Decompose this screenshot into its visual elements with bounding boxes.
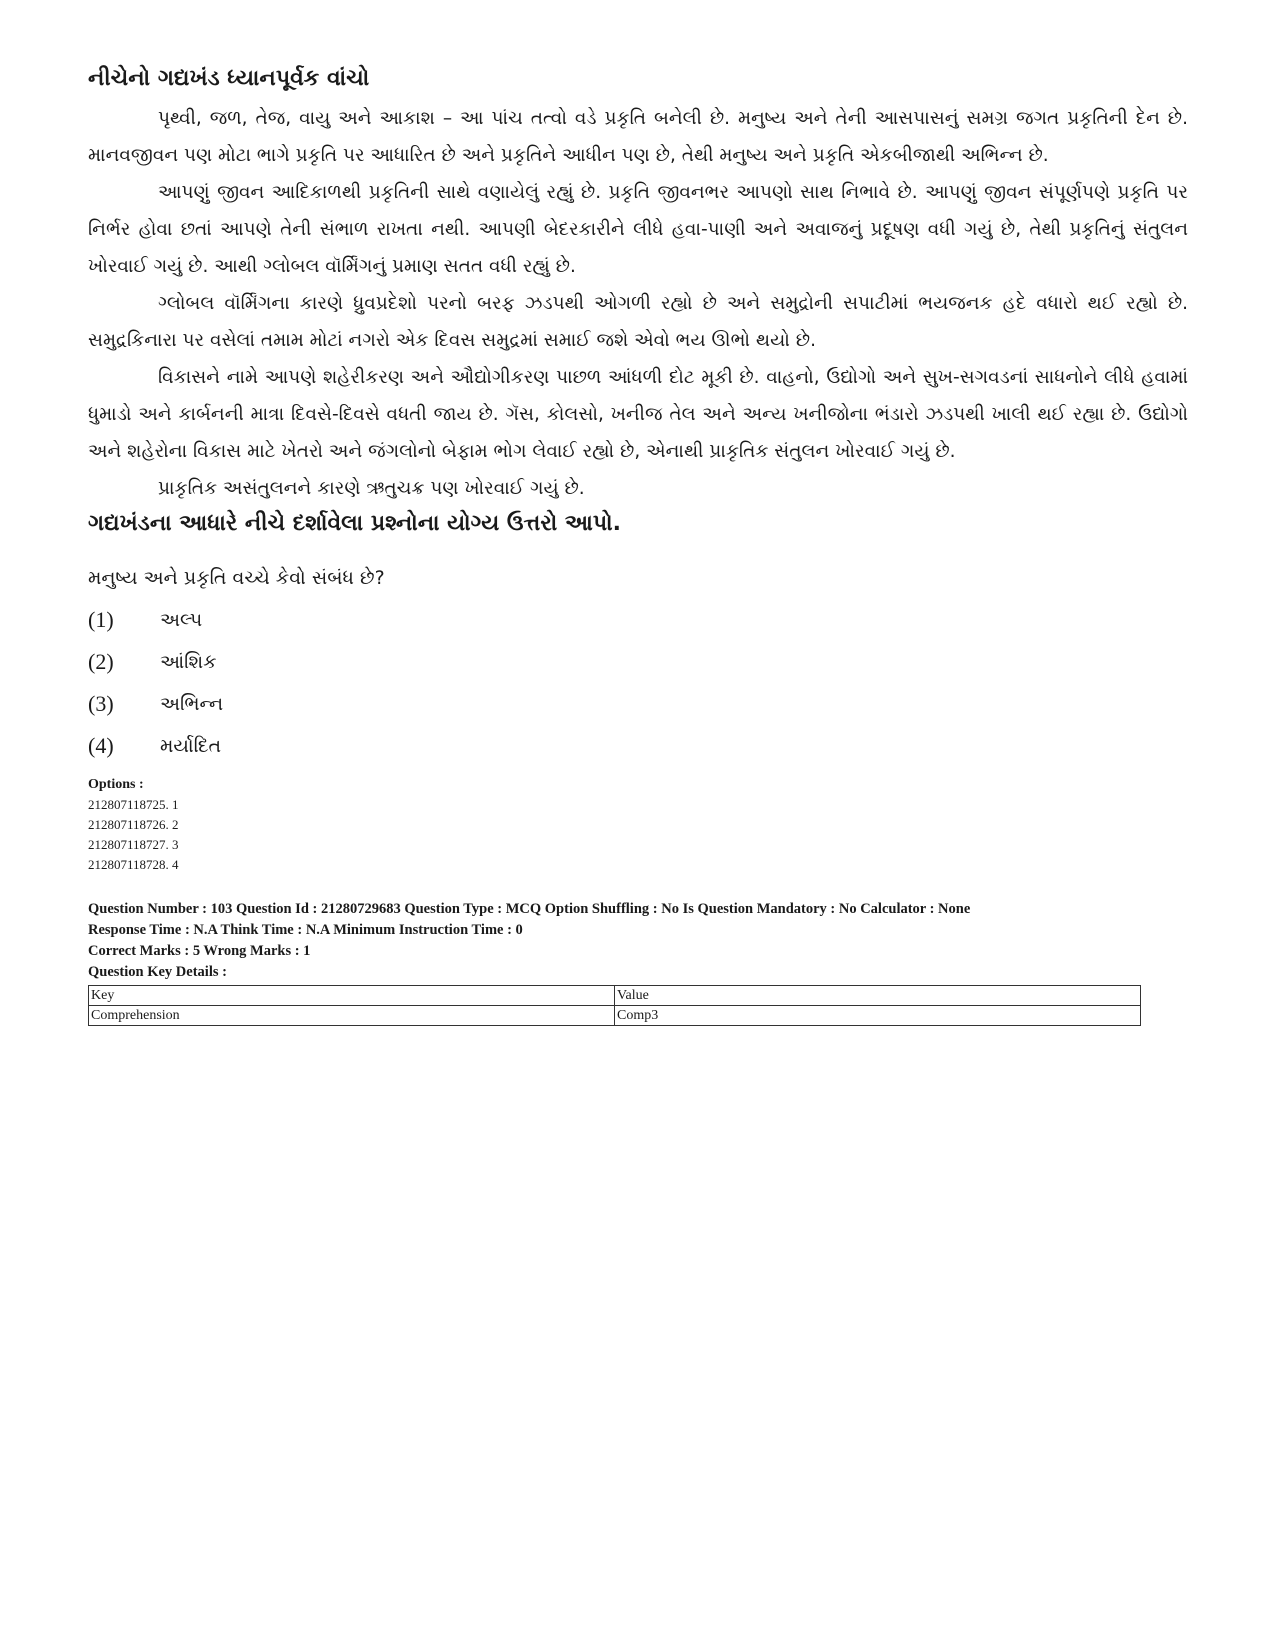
option-row — [88, 725, 1188, 767]
question-key-table — [88, 985, 1141, 1026]
table-header-cell: Key — [89, 986, 615, 1006]
option-row — [88, 683, 1188, 725]
option-number: (1) — [88, 607, 114, 632]
option-id: 212807118725. 1 — [88, 797, 179, 812]
option-number: (4) — [88, 733, 114, 758]
passage-paragraph-2: આપણું જીવન આદિકાળથી પ્રકૃતિની સાથે વણાયેલું રહ્યું છે. પ્રકૃતિ જીવનભર આપણો સાથ નિભાવે છે. આપણું જીવન સંપૂર્ણપણે પ્રકૃતિ પર નિર્ભર હોવા છતાં આપણે તેની સંભાળ રાખતા નથી. આપણી બેદરકારીને લીધે હવા-પાણી અને અવાજનું પ્રદૂષણ વધી ગયું છે, તેથી પ્રકૃતિનું સંતુલન ખોરવાઈ ગયું છે. આથી ગ્લોબલ વૉર્મિંગનું પ્રમાણ સતત વધી રહ્યું છે. — [88, 182, 1188, 277]
key-details-label: Question Key Details : — [88, 964, 227, 980]
table-header-cell: Value — [615, 986, 1141, 1006]
question-meta-line: Question Number : 103 Question Id : 21280729683 Question Type : MCQ Option Shuffling : No Is Question Mandatory : No Calculator : None — [88, 901, 971, 917]
option-text: આંશિક — [160, 651, 217, 673]
table-cell: Comprehension — [89, 1006, 615, 1026]
option-id-list — [88, 795, 1188, 875]
table-cell: Comp3 — [615, 1006, 1141, 1026]
passage-paragraph-1: પૃથ્વી, જળ, તેજ, વાયુ અને આકાશ – આ પાંચ તત્વો વડે પ્રકૃતિ બનેલી છે. મનુષ્ય અને તેની આસપાસનું સમગ્ર જગત પ્રકૃતિની દેન છે. માનવજીવન પણ મોટા ભાગે પ્રકૃતિ પર આધારિત છે અને પ્રકૃતિને આધીન પણ છે, તેથી મનુષ્ય અને પ્રકૃતિ એકબીજાથી અભિન્ન છે. — [88, 108, 1188, 166]
options-label: Options : — [88, 777, 144, 792]
passage-heading: નીચેનો ગદ્યખંડ ધ્યાનપૂર્વક વાંચો — [88, 66, 370, 91]
table-row — [89, 1006, 1141, 1026]
option-id: 212807118726. 2 — [88, 817, 179, 832]
option-row — [88, 641, 1188, 683]
table-header-row — [89, 986, 1141, 1006]
option-number: (2) — [88, 649, 114, 674]
option-text: અલ્પ — [160, 609, 203, 631]
question-text: મનુષ્ય અને પ્રકૃતિ વચ્ચે કેવો સંબંધ છે? — [88, 567, 385, 589]
option-row — [88, 599, 1188, 641]
option-text: મર્યાદિત — [160, 735, 222, 757]
option-text: અભિન્ન — [160, 693, 224, 715]
question-metadata — [88, 899, 1188, 983]
option-number: (3) — [88, 691, 114, 716]
instruction-heading: ગદ્યખંડના આધારે નીચે દર્શાવેલા પ્રશ્નોના યોગ્ય ઉત્તરો આપો. — [88, 511, 621, 536]
passage-paragraph-4: વિકાસને નામે આપણે શહેરીકરણ અને ઔદ્યોગીકરણ પાછળ આંધળી દોટ મૂકી છે. વાહનો, ઉદ્યોગો અને સુખ-સગવડનાં સાધનોને લીધે હવામાં ધુમાડો અને કાર્બનની માત્રા દિવસે-દિવસે વધતી જાય છે. ગૅસ, કોલસો, ખનીજ તેલ અને અન્ય ખનીજોના ભંડારો ઝડપથી ખાલી થઈ રહ્યા છે. ઉદ્યોગો અને શહેરોના વિકાસ માટે ખેતરો અને જંગલોનો બેફામ ભોગ લેવાઈ રહ્યો છે, એનાથી પ્રાકૃતિક સંતુલન ખોરવાઈ ગયું છે. — [88, 367, 1188, 462]
document-page — [88, 62, 1188, 1026]
passage-paragraph-3: ગ્લોબલ વૉર્મિંગના કારણે ધ્રુવપ્રદેશો પરનો બરફ ઝડપથી ઓગળી રહ્યો છે અને સમુદ્રોની સપાટીમાં ભયજનક હદે વધારો થઈ રહ્યો છે. સમુદ્રકિનારા પર વસેલાં તમામ મોટાં નગરો એક દિવસ સમુદ્રમાં સમાઈ જશે એવો ભય ઊભો થયો છે. — [88, 293, 1188, 351]
marks-line: Correct Marks : 5 Wrong Marks : 1 — [88, 943, 311, 959]
option-id: 212807118728. 4 — [88, 857, 179, 872]
passage-paragraph-5: પ્રાકૃતિક અસંતુલનને કારણે ઋતુચક્ર પણ ખોરવાઈ ગયું છે. — [158, 478, 585, 499]
answer-options — [88, 599, 1188, 767]
question-meta-line: Response Time : N.A Think Time : N.A Minimum Instruction Time : 0 — [88, 922, 523, 938]
option-id: 212807118727. 3 — [88, 837, 179, 852]
